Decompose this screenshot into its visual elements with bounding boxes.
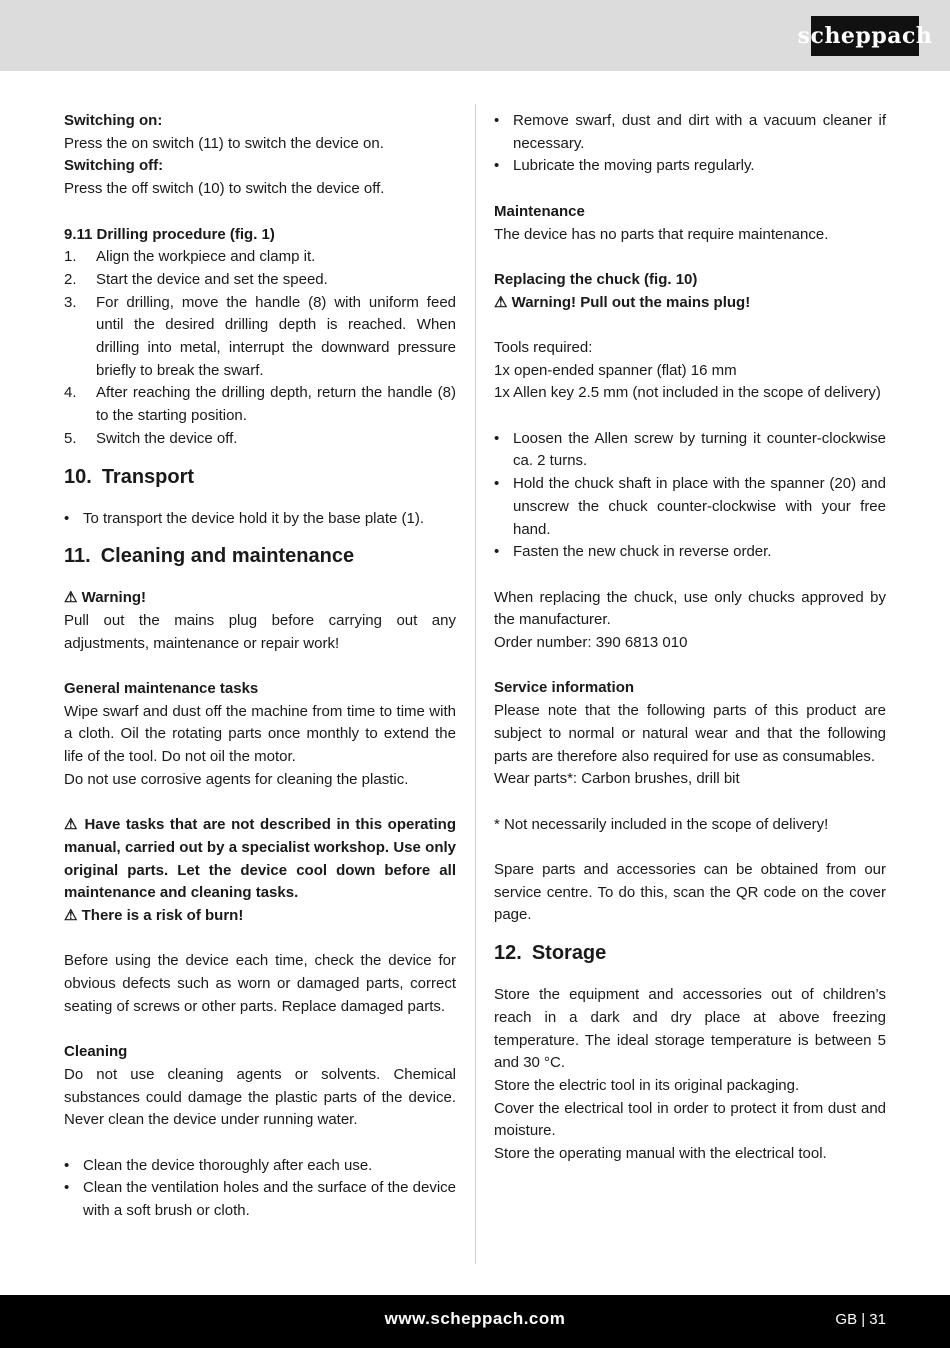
storage-text-3: Cover the electrical tool in order to protect it from dust and moisture.: [494, 1099, 886, 1140]
general-maintenance-title: General maintenance tasks: [64, 680, 259, 698]
tools-item-2: 1x Allen key 2.5 mm (not included in the scope of delivery): [494, 384, 881, 402]
service-text: Please note that the following parts of this product are subject to normal or natural wear and that the following parts are therefore also required for use as consumables.: [494, 702, 886, 765]
list-item: 2. Start the device and set the speed.: [64, 270, 328, 288]
drilling-steps: [64, 246, 456, 450]
warning-title: ⚠ Warning!: [64, 589, 147, 607]
storage-text-4: Store the operating manual with the electrical tool.: [494, 1145, 827, 1163]
order-number: Order number: 390 6813 010: [494, 634, 688, 652]
footnote: * Not necessarily included in the scope of delivery!: [494, 815, 829, 833]
maintenance-title: Maintenance: [494, 202, 585, 220]
right-column: [494, 110, 886, 1166]
general-maintenance-text: Wipe swarf and dust off the machine from time to time with a cloth. Oil the rotating parts once monthly to extend the life of the tool. Do not oil the motor.: [64, 702, 456, 766]
chuck-warning: ⚠ Warning! Pull out the mains plug!: [494, 293, 751, 311]
tools-item-1: 1x open-ended spanner (flat) 16 mm: [494, 361, 737, 379]
service-title: Service information: [494, 679, 635, 697]
list-item: • Clean the ventilation holes and the surface of the device with a soft brush or cloth.: [64, 1177, 456, 1222]
transport-heading: 10. Transport: [64, 465, 195, 488]
cleaning-list: [64, 1155, 456, 1223]
switch-on-title: Switching on:: [64, 112, 163, 129]
list-item: 1. Align the workpiece and clamp it.: [64, 248, 316, 266]
cleaning-heading: 11. Cleaning and maintenance: [64, 545, 355, 568]
cleaning-subtitle: Cleaning: [64, 1043, 128, 1061]
wear-parts: Wear parts*: Carbon brushes, drill bit: [494, 770, 740, 788]
switch-on-text: Press the on switch (11) to switch the device on.: [64, 134, 384, 152]
transport-list: [64, 508, 456, 531]
warning-text: Pull out the mains plug before carrying out any adjustments, maintenance or repair work!: [64, 611, 456, 652]
list-item: • Fasten the new chuck in reverse order.: [494, 541, 886, 564]
spare-parts-text: Spare parts and accessories can be obtained from our service centre. To do this, scan the QR code on the cover page.: [494, 861, 886, 924]
website-link[interactable]: www.scheppach.com: [384, 1309, 566, 1328]
list-item: • Loosen the Allen screw by turning it counter-clockwise ca. 2 turns.: [494, 428, 886, 473]
cleaning-text: Do not use cleaning agents or solvents. Chemical substances could damage the plastic parts of the device. Never clean the device under running water.: [64, 1065, 456, 1129]
column-divider: [475, 104, 476, 1264]
list-item: • Remove swarf, dust and dirt with a vacuum cleaner if necessary.: [494, 110, 886, 155]
page-footer: [0, 1295, 950, 1348]
check-text: Before using the device each time, check the device for obvious defects such as worn or damaged parts, correct seating of screws or other parts. Replace damaged parts.: [64, 952, 456, 1015]
chuck-steps: [494, 428, 886, 564]
list-item: • To transport the device hold it by the base plate (1).: [64, 508, 456, 531]
storage-text-2: Store the electric tool in its original packaging.: [494, 1077, 800, 1094]
chuck-title: Replacing the chuck (fig. 10): [494, 270, 698, 288]
storage-heading: 12. Storage: [494, 942, 607, 965]
switch-off-text: Press the off switch (10) to switch the device off.: [64, 180, 385, 198]
list-item: • Hold the chuck shaft in place with the spanner (20) and unscrew the chuck counter-clockwise with your free hand.: [494, 473, 886, 541]
cleaning-list-continued: [494, 110, 886, 178]
page-header: [0, 0, 950, 71]
chuck-note: When replacing the chuck, use only chucks approved by the manufacturer.: [494, 588, 886, 629]
list-item: • Lubricate the moving parts regularly.: [494, 155, 886, 178]
brand-logo: scheppach: [811, 16, 919, 56]
general-maintenance-text-2: Do not use corrosive agents for cleaning the plastic.: [64, 770, 409, 788]
storage-text-1: Store the equipment and accessories out of children’s reach in a dark and dry place at above freezing temperature. The ideal storage temperature is between 5 and 30 °C.: [494, 986, 886, 1072]
tools-title: Tools required:: [494, 338, 593, 356]
list-item: 5. Switch the device off.: [64, 429, 238, 447]
page-number: GB | 31: [835, 1311, 886, 1328]
specialist-warning: ⚠ Have tasks that are not described in this operating manual, carried out by a specialist workshop. Use only original parts. Let the device cool down before all maintenance and cleaning tasks.: [64, 816, 456, 902]
left-column: [64, 110, 456, 1223]
switch-off-title: Switching off:: [64, 157, 164, 175]
list-item: 3. For drilling, move the handle (8) with uniform feed until the desired drilling depth is reached. When drilling into metal, interrupt the downward pressure briefly to break the swarf.: [64, 293, 456, 379]
list-item: 4. After reaching the drilling depth, return the handle (8) to the starting position.: [64, 384, 456, 425]
burn-warning: ⚠ There is a risk of burn!: [64, 907, 244, 925]
maintenance-text: The device has no parts that require maintenance.: [494, 225, 829, 243]
drilling-title: 9.11 Drilling procedure (fig. 1): [64, 225, 275, 243]
list-item: • Clean the device thoroughly after each use.: [64, 1155, 456, 1178]
